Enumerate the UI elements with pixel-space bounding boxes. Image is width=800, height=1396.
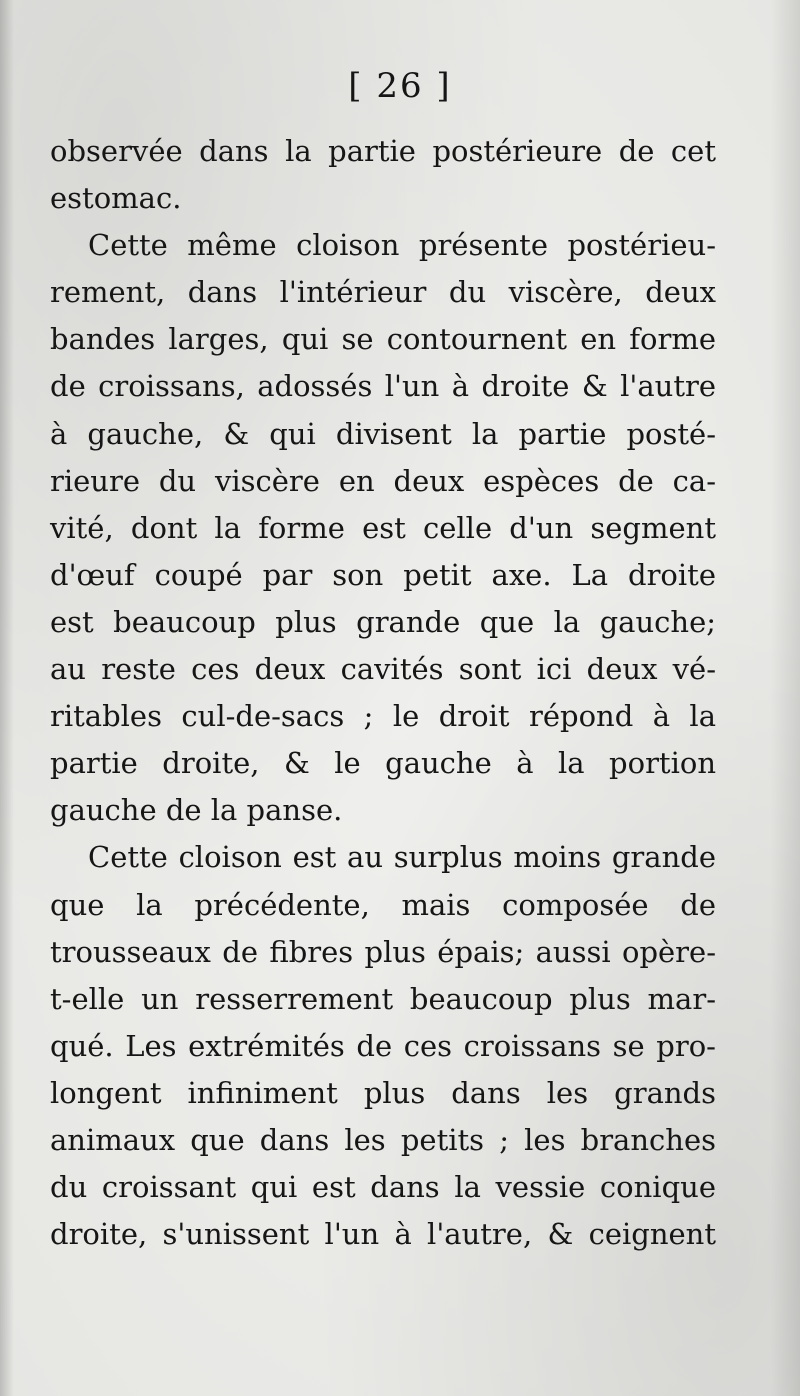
- text-line: Cette cloison est au surplus moins grande: [88, 840, 716, 875]
- text-line: qué. Les extrémités de ces croissans se pro-: [50, 1028, 716, 1063]
- text-line: vité, dont la forme est celle d'un segment: [50, 510, 716, 545]
- text-line: Cette même cloison présente postérieu-: [88, 228, 716, 263]
- text-line: de croissans, adossés l'un à droite & l'autre: [50, 369, 716, 404]
- text-line: estomac.: [50, 181, 182, 216]
- text-line: est beaucoup plus grande que la gauche;: [50, 604, 716, 639]
- text-line: t-elle un resserrement beaucoup plus mar-: [50, 981, 716, 1016]
- text-line: bandes larges, qui se contournent en forme: [50, 322, 716, 357]
- text-line: rieure du viscère en deux espèces de ca-: [50, 463, 716, 498]
- text-line: du croissant qui est dans la vessie conique: [50, 1170, 716, 1205]
- text-line: au reste ces deux cavités sont ici deux vé-: [50, 652, 716, 687]
- text-line: trousseaux de fibres plus épais; aussi opère-: [50, 934, 716, 969]
- text-line: animaux que dans les petits ; les branches: [50, 1122, 716, 1157]
- text-line: partie droite, & le gauche à la portion: [50, 746, 716, 781]
- text-line: observée dans la partie postérieure de cet: [50, 134, 716, 168]
- text-line: droite, s'unissent l'un à l'autre, & ceignent: [50, 1217, 716, 1252]
- text-line: rement, dans l'intérieur du viscère, deux: [50, 275, 716, 310]
- body-text: [50, 128, 716, 1258]
- page-number: [ 26 ]: [348, 66, 452, 106]
- page-edge-shadow-right: [770, 0, 800, 1396]
- text-line: que la précédente, mais composée de: [50, 887, 716, 922]
- page-edge-shadow-left: [0, 0, 14, 1396]
- text-line: ritables cul-de-sacs ; le droit répond à la: [50, 699, 716, 734]
- text-line: à gauche, & qui divisent la partie posté-: [50, 416, 716, 451]
- text-line: gauche de la panse.: [50, 793, 343, 828]
- text-line: longent infiniment plus dans les grands: [50, 1075, 716, 1110]
- text-line: d'œuf coupé par son petit axe. La droite: [50, 557, 716, 592]
